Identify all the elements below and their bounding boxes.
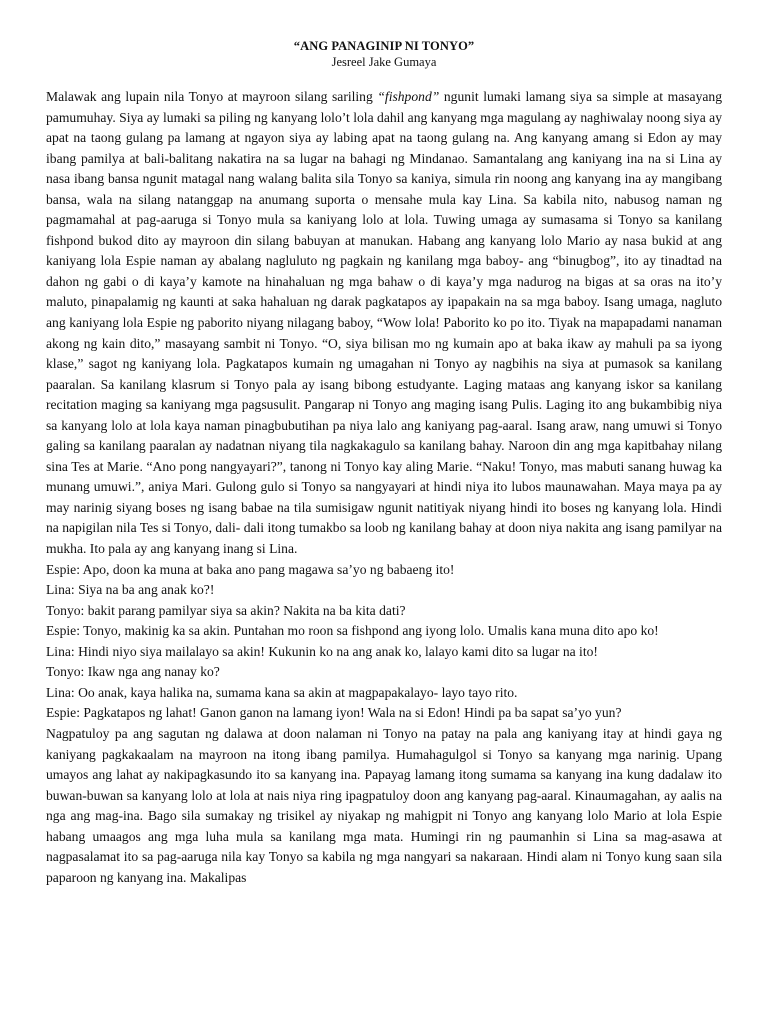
story-title: “ANG PANAGINIP NI TONYO” [293,39,475,53]
dialogue-line: Espie: Tonyo, makinig ka sa akin. Puntahan mo roon sa fishpond ang iyong lolo. Umalis kana muna dito apo ko! [46,623,659,639]
dialogue-line: Tonyo: Ikaw nga ang nanay ko? [46,664,220,680]
paragraph-1 [46,87,722,560]
dialogue-line: Espie: Pagkatapos ng lahat! Ganon ganon na lamang iyon! Wala na si Edon! Hindi pa ba sapat sa’yo yun? [46,705,622,721]
dialogue-line: Lina: Siya na ba ang anak ko?! [46,582,215,598]
dialogue-line: Espie: Apo, doon ka muna at baka ano pang magawa sa’yo ng babaeng ito! [46,561,455,577]
dialogue-line: Lina: Hindi niyo siya mailalayo sa akin! Kukunin ko na ang anak ko, lalayo kami dito sa lugar na ito! [46,643,598,659]
dialogue-line: Tonyo: bakit parang pamilyar siya sa akin? Nakita na ba kita dati? [46,602,406,618]
paragraph-1-start: Malawak ang lupain nila Tonyo at mayroon silang sariling [46,89,378,104]
story-body [46,87,722,888]
paragraph-2: Nagpatuloy pa ang sagutan ng dalawa at doon nalaman ni Tonyo na patay na pala ang kaniyang itay at hindi gaya ng kaniyang pagkakaalam na mayroon na itong ibang pamilya. Humahagulgol si Tonyo sa kanyang mga narinig. Upang umayos ang lahat ay nakipagkasundo ito sa kanyang ina. Papayag lamang itong sumama sa kanyang ina kung dadalaw ito buwan-buwan sa kanyang lolo at lola at nais niya ring ipagpatuloy doon ang kanyang pag-aaral. Kinaumagahan, ay aalis na nga ang mag-ina. Bago sila sumakay ng trisikel ay niyakap ng mahigpit ni Tonyo ang kanyang lolo Mario at lola Espie habang umaagos ang mga luha mula sa kanilang mga mata. Humingi rin ng paumanhin si Lina sa mag-asawa at nagpasalamat ito sa pag-aaruga nila kay Tonyo sa kabila ng mga nangyari sa nakaraan. Hindi alam ni Tonyo kung saan sila paparoon ng kanyang ina. Makalipas [46,725,722,885]
author-name: Jesreel Jake Gumaya [331,55,437,69]
fishpond-term: “fishpond” [377,89,440,104]
dialogue-line: Lina: Oo anak, kaya halika na, sumama kana sa akin at magpapakalayo- layo tayo rito. [46,684,518,700]
paragraph-1-rest: ngunit lumaki lamang siya sa simple at masayang pamumuhay. Siya ay lumaki sa piling ng kanyang lolo’t lola dahil ang kanyang mga magulang ay naghiwalay noong siya ay apat na taong gulang pa lamang at ngayon siya ay labing apat na taong gulang na. Ang kanyang amang si Edon ay may ibang pamilya at bali-balitang nakatira na sa lugar na bahagi ng Mindanao. Samantalang ang kaniyang ina na si Lina ay nasa ibang bansa ngunit matagal nang walang balita sila Tonyo sa kaniya, simula rin noong ang kanyang ina ay mangibang bansa, wala na silang natanggap na anumang suporta o mensahe mula kay Lina. Sa kabila nito, nabusog naman ng pagmamahal at pag-aaruga si Tonyo mula sa kaniyang lolo at lola. Tuwing umaga ay sumasama si Tonyo sa kanilang fishpond bukod dito ay mayroon din silang babuyan at manukan. Habang ang kanyang lolo Mario ay nasa bukid at ang kaniyang lola Espie naman ay abalang nagluluto ng pagkain ng kanilang mga baboy- ang “binugbog”, ito ay tinadtad na dahon ng gabi o di kaya’y kamote na hinahaluan ng mga bahaw o di kaya’y mga nadurog na bigas at sa oras na ito’y maluto, pinapalamig ng kaunti at saka hahaluan ng darak pagkatapos ay ipapakain na sa mga baboy. Isang umaga, nagluto ang kaniyang lola Espie ng paborito niyang nilagang baboy, “Wow lola! Paborito ko po ito. Tiyak na mapapadami nanaman akong ng kain dito,” masayang sambit ni Tonyo. “O, siya bilisan mo ng kumain apo at baka ikaw ay mahuli pa sa iyong klase,” sagot ng kaniyang lola. Pagkatapos kumain ng umagahan ni Tonyo ay nagbihis na siya at pumasok sa kanilang paaralan. Sa kanilang klasrum si Tonyo pala ay isang bibong estudyante. Laging mataas ang kanyang iskor sa kanilang recitation maging sa kaniyang mga pagsusulit. Pangarap ni Tonyo ang maging isang Pulis. Laging ito ang bukambibig niya sa kanyang lolo at lola kaya naman pinagbubutihan pa niya lalo ang kaniyang pag-aaral. Isang araw, nang umuwi si Tonyo galing sa kanilang paaralan ay nadatnan niyang tila nagkakagulo sa kanilang bahay. Naroon din ang mga kapitbahay nilang sina Tes at Marie. “Ano pong nangyayari?”, tanong ni Tonyo kay aling Marie. “Naku! Tonyo, mas mabuti sanang huwag ka munang umuwi.”, aniya Mari. Gulong gulo si Tonyo sa nangyayari at hindi niya ito lubos maunawahan. Maya maya pa ay may narinig siyang boses ng isang babae na tila sumisigaw ngunit natitiyak niyang hindi ito boses ng kanyang lola. Hindi na napigilan nila Tes si Tonyo, dali- dali itong tumakbo sa loob ng kanilang bahay at doon niya nakita ang isang pamilyar na mukha. Ito pala ay ang kanyang inang si Lina. [46,89,723,557]
